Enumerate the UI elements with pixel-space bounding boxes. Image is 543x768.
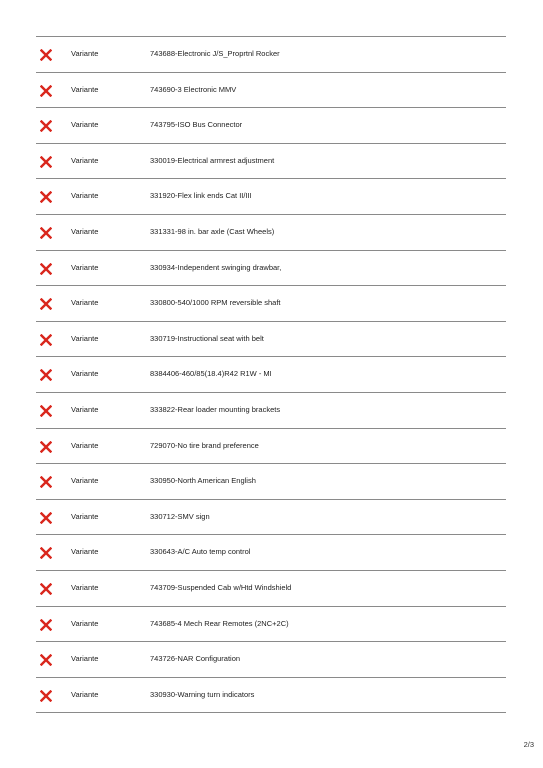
row-description: 743726-NAR Configuration xyxy=(150,654,241,664)
row-type: Variante xyxy=(71,226,99,236)
list-item xyxy=(36,642,506,678)
row-type: Variante xyxy=(71,618,99,628)
list-item xyxy=(36,286,506,322)
row-type: Variante xyxy=(71,511,99,521)
row-type: Variante xyxy=(71,404,99,414)
list-item xyxy=(36,393,506,429)
row-type: Variante xyxy=(71,298,99,308)
row-description: 331920-Flex link ends Cat II/III xyxy=(150,191,252,201)
row-type: Variante xyxy=(71,155,99,165)
row-type: Variante xyxy=(71,49,99,58)
row-description: 330930-Warning turn indicators xyxy=(150,689,255,699)
close-x-icon[interactable] xyxy=(40,156,52,168)
close-x-icon[interactable] xyxy=(40,690,52,702)
row-description: 330934-Independent swinging drawbar, xyxy=(150,262,282,272)
close-x-icon[interactable] xyxy=(40,334,52,346)
close-x-icon[interactable] xyxy=(40,583,52,595)
close-x-icon[interactable] xyxy=(40,512,52,524)
list-item xyxy=(36,535,506,571)
row-type: Variante xyxy=(71,582,99,592)
close-x-icon[interactable] xyxy=(40,619,52,631)
list-item xyxy=(36,678,506,714)
close-x-icon[interactable] xyxy=(40,405,52,417)
list-item xyxy=(36,500,506,536)
close-x-icon[interactable] xyxy=(40,369,52,381)
list-item xyxy=(36,215,506,251)
row-type: Variante xyxy=(71,262,99,272)
list-item xyxy=(36,607,506,643)
list-item xyxy=(36,108,506,144)
row-description: 743795-ISO Bus Connector xyxy=(150,120,243,130)
row-description: 330800-540/1000 RPM reversible shaft xyxy=(150,298,281,308)
row-description: 743690-3 Electronic MMV xyxy=(150,84,237,94)
list-item xyxy=(36,251,506,287)
row-description: 330643-A/C Auto temp control xyxy=(150,547,251,557)
row-description: 743688-Electronic J/S_Proprtnl Rocker xyxy=(150,49,280,58)
list-item xyxy=(36,571,506,607)
close-x-icon[interactable] xyxy=(40,85,52,97)
close-x-icon[interactable] xyxy=(40,476,52,488)
row-description: 330950-North American English xyxy=(150,476,256,486)
row-description: 729070-No tire brand preference xyxy=(150,440,259,450)
row-description: 330019-Electrical armrest adjustment xyxy=(150,155,275,165)
list-item xyxy=(36,429,506,465)
row-type: Variante xyxy=(71,333,99,343)
row-type: Variante xyxy=(71,120,99,130)
row-type: Variante xyxy=(71,689,99,699)
row-type: Variante xyxy=(71,476,99,486)
close-x-icon[interactable] xyxy=(40,191,52,203)
row-description: 743685-4 Mech Rear Remotes (2NC+2C) xyxy=(150,618,289,628)
row-type: Variante xyxy=(71,654,99,664)
close-x-icon[interactable] xyxy=(40,547,52,559)
list-item xyxy=(36,144,506,180)
close-x-icon[interactable] xyxy=(40,441,52,453)
variant-list xyxy=(36,36,506,713)
page-number: 2/3 xyxy=(523,740,534,749)
close-x-icon[interactable] xyxy=(40,49,52,61)
row-type: Variante xyxy=(71,547,99,557)
row-type: Variante xyxy=(71,440,99,450)
list-item xyxy=(36,357,506,393)
close-x-icon[interactable] xyxy=(40,263,52,275)
list-item xyxy=(36,73,506,109)
list-item xyxy=(36,322,506,358)
row-type: Variante xyxy=(71,191,99,201)
row-description: 333822-Rear loader mounting brackets xyxy=(150,404,281,414)
row-description: 331331-98 in. bar axle (Cast Wheels) xyxy=(150,226,275,236)
row-description: 8384406-460/85(18.4)R42 R1W - MI xyxy=(150,369,272,379)
row-description: 330712-SMV sign xyxy=(150,511,210,521)
list-item xyxy=(36,464,506,500)
row-type: Variante xyxy=(71,369,99,379)
close-x-icon[interactable] xyxy=(40,227,52,239)
row-description: 330719-Instructional seat with belt xyxy=(150,333,264,343)
row-type: Variante xyxy=(71,84,99,94)
close-x-icon[interactable] xyxy=(40,298,52,310)
list-item xyxy=(36,179,506,215)
list-item xyxy=(36,37,506,73)
close-x-icon[interactable] xyxy=(40,654,52,666)
row-description: 743709-Suspended Cab w/Htd Windshield xyxy=(150,582,292,592)
close-x-icon[interactable] xyxy=(40,120,52,132)
